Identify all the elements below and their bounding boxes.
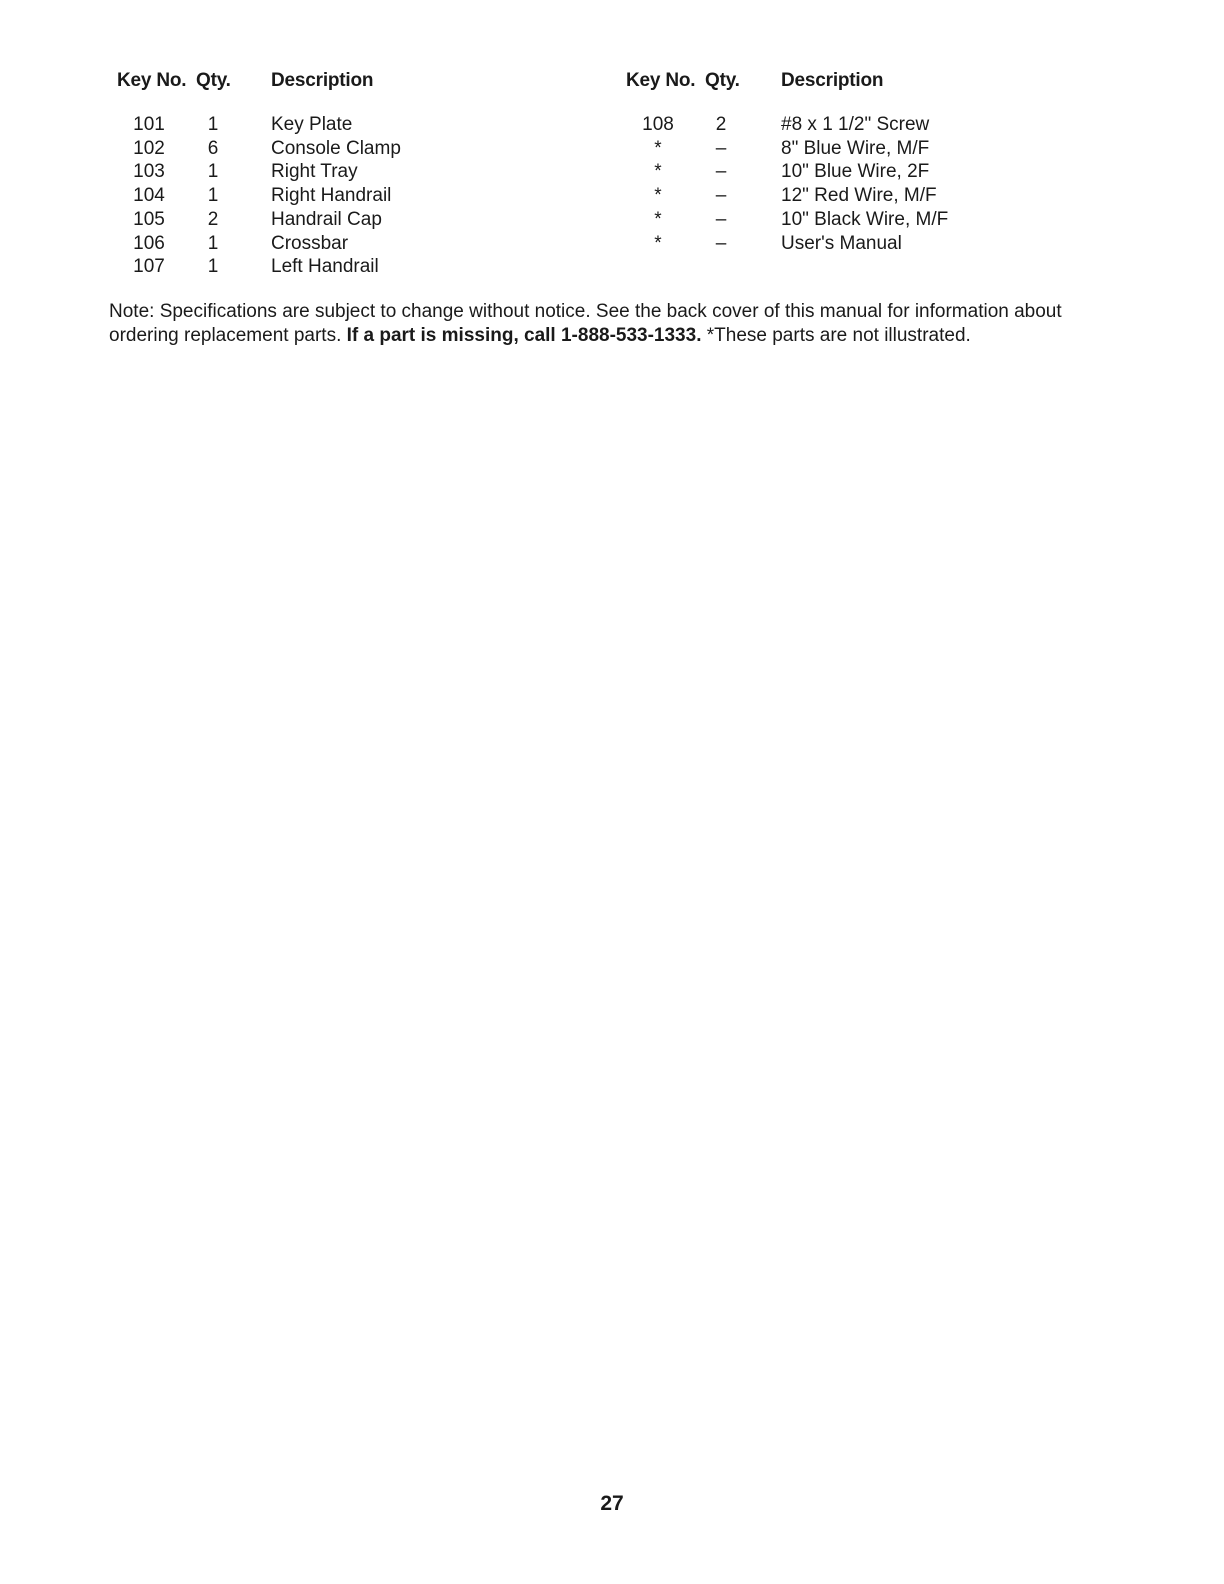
left-qty-header: Qty.	[196, 70, 231, 91]
part-description: Console Clamp	[271, 138, 401, 159]
quantity: 2	[207, 209, 219, 230]
quantity: –	[715, 233, 727, 254]
part-description: Right Tray	[271, 161, 358, 182]
not-illustrated-note: *These parts are not illustrated.	[706, 325, 971, 346]
quantity: 1	[207, 233, 219, 254]
key-number: 101	[133, 114, 165, 135]
part-description: Left Handrail	[271, 256, 379, 277]
part-description: User's Manual	[781, 233, 902, 254]
part-description: Crossbar	[271, 233, 349, 254]
part-description: 10" Black Wire, M/F	[781, 209, 949, 230]
key-number: 105	[133, 209, 165, 230]
left-description-header: Description	[271, 70, 374, 91]
key-number: *	[654, 185, 662, 206]
key-number: *	[654, 233, 662, 254]
quantity: 1	[207, 256, 219, 277]
left-key-no-header: Key No.	[117, 70, 187, 91]
part-description: #8 x 1 1/2" Screw	[781, 114, 930, 135]
right-qty-header: Qty.	[705, 70, 740, 91]
key-number: 106	[133, 233, 165, 254]
missing-part-phone-notice: If a part is missing, call 1-888-533-1333.	[346, 325, 702, 346]
key-number: *	[654, 161, 662, 182]
key-number: 103	[133, 161, 165, 182]
key-number: 102	[133, 138, 165, 159]
quantity: 1	[207, 185, 219, 206]
part-description: Key Plate	[271, 114, 353, 135]
key-number: 104	[133, 185, 165, 206]
part-description: 10" Blue Wire, 2F	[781, 161, 930, 182]
quantity: 2	[715, 114, 727, 135]
part-description: 8" Blue Wire, M/F	[781, 138, 930, 159]
key-number: *	[654, 138, 662, 159]
part-description: Handrail Cap	[271, 209, 382, 230]
quantity: –	[715, 209, 727, 230]
quantity: –	[715, 138, 727, 159]
quantity: –	[715, 185, 727, 206]
right-description-header: Description	[781, 70, 884, 91]
quantity: 1	[207, 114, 219, 135]
page-number: 27	[600, 1492, 624, 1515]
quantity: 1	[207, 161, 219, 182]
part-description: Right Handrail	[271, 185, 392, 206]
specifications-note	[109, 300, 1119, 348]
key-number: 108	[642, 114, 674, 135]
part-description: 12" Red Wire, M/F	[781, 185, 937, 206]
key-number: 107	[133, 256, 165, 277]
quantity: –	[715, 161, 727, 182]
key-number: *	[654, 209, 662, 230]
right-key-no-header: Key No.	[626, 70, 696, 91]
quantity: 6	[207, 138, 219, 159]
note-intro: Note: Specifications are subject to change without notice. See the back cover of this manual for information about ordering replacement parts.	[109, 301, 1062, 346]
